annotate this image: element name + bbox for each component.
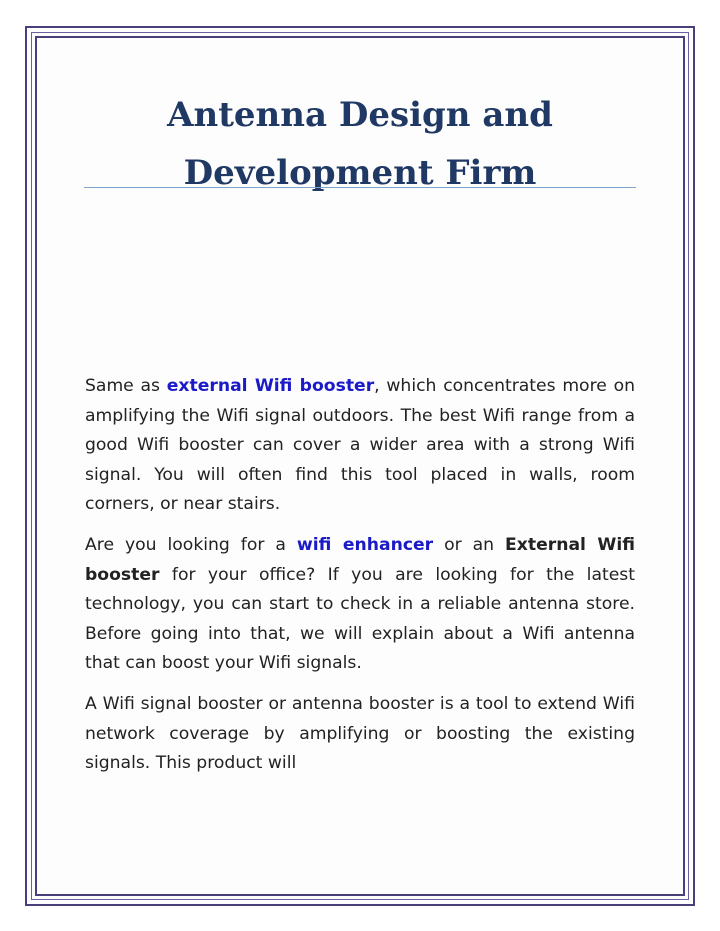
paragraph-1-text-b: , which concentrates more on amplifying the Wifi signal outdoors. The best Wifi range from a good Wifi booster can cover a wider area with a strong Wifi signal. You will often find this tool placed in walls, room corners, or near stairs. bbox=[85, 376, 635, 515]
paragraph-3 bbox=[85, 690, 635, 779]
wifi-enhancer-link[interactable]: wifi enhancer bbox=[296, 534, 434, 555]
title-line-1: Antenna Design and bbox=[167, 95, 553, 135]
title-underline bbox=[84, 187, 636, 188]
paragraph-1-text-a: Same as bbox=[85, 376, 167, 396]
paragraph-2-text-c: for your office? If you are looking for the latest technology, you can start to check in a reliable antenna store. Before going into that, we will explain about a Wifi antenna that can boost your Wifi signals. bbox=[85, 564, 635, 674]
external-wifi-booster-link[interactable]: external Wifi booster bbox=[166, 376, 375, 396]
page-title bbox=[84, 86, 636, 202]
paragraph-1 bbox=[85, 372, 635, 520]
body-text bbox=[85, 372, 635, 790]
title-line-2: Development Firm bbox=[183, 153, 537, 193]
paragraph-2-text-a: Are you looking for a bbox=[85, 534, 297, 555]
paragraph-2 bbox=[85, 531, 635, 679]
external-wifi-booster-bold: External Wifi booster bbox=[85, 534, 635, 585]
paragraph-2-text-b: or an bbox=[433, 534, 506, 555]
paragraph-3-text: A Wifi signal booster or antenna booster is a tool to extend Wifi network coverage by amplifying or boosting the existing signals. This product will bbox=[85, 693, 635, 774]
